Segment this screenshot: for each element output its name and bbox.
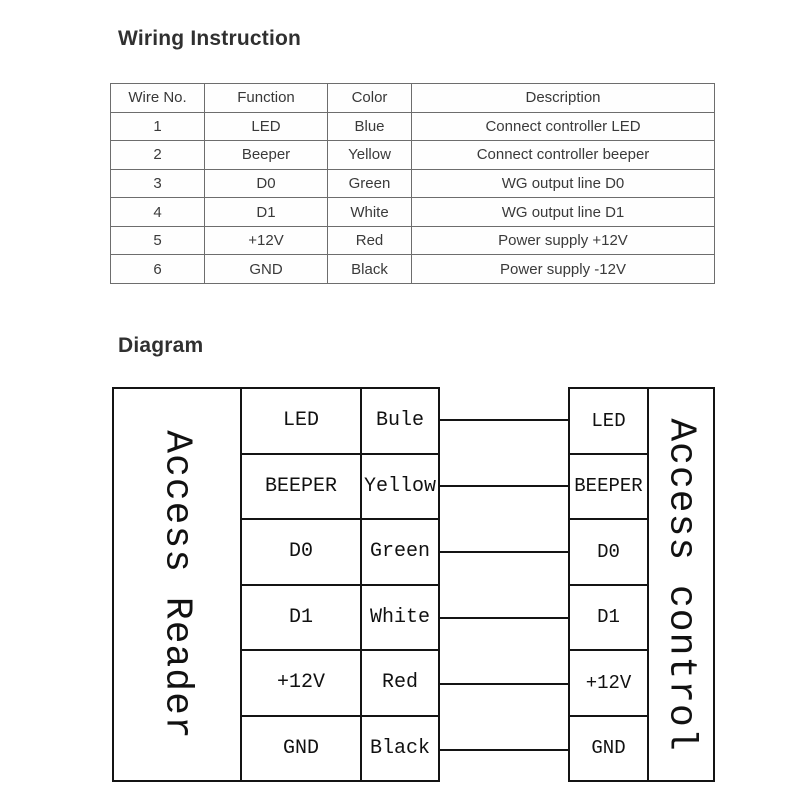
terminal-label: +12V [570, 651, 647, 717]
wire-line-12v [438, 683, 570, 685]
table-cell-function: Beeper [205, 141, 327, 169]
table-cell-description: WG output line D1 [412, 198, 714, 226]
table-cell-wire-no: 2 [111, 141, 204, 169]
pin-row [242, 586, 438, 652]
wire-line-beeper [438, 485, 570, 487]
table-cell-description: Power supply -12V [412, 255, 714, 283]
pin-color-label: Green [360, 520, 438, 584]
table-cell-description: WG output line D0 [412, 170, 714, 198]
table-cell-wire-no: 1 [111, 113, 204, 141]
wiring-table [110, 83, 715, 284]
wiring-section-title: Wiring Instruction [118, 27, 302, 50]
table-cell-description: Connect controller beeper [412, 141, 714, 169]
table-cell-wire-no: 6 [111, 255, 204, 283]
pin-color-label: Yellow [360, 455, 438, 519]
pin-row [242, 651, 438, 717]
table-cell-function: +12V [205, 227, 327, 255]
terminal-label: LED [570, 389, 647, 455]
wire-line-d0 [438, 551, 570, 553]
table-cell-color: Blue [328, 113, 411, 141]
pin-function-label: D0 [288, 540, 313, 564]
table-cell-color: Yellow [328, 141, 411, 169]
table-cell-function: LED [205, 113, 327, 141]
terminal-label: D0 [570, 520, 647, 586]
pin-color-label: Red [360, 651, 438, 715]
table-cell-description: Connect controller LED [412, 113, 714, 141]
pin-function-label: LED [282, 409, 319, 433]
table-cell-color: Red [328, 227, 411, 255]
table-cell-function: D1 [205, 198, 327, 226]
col-header-wire-no: Wire No. [111, 84, 204, 112]
controller-terminal-column [568, 387, 649, 782]
table-cell-color: Black [328, 255, 411, 283]
access-control-box [647, 387, 715, 782]
table-cell-wire-no: 5 [111, 227, 204, 255]
pin-row [242, 520, 438, 586]
col-header-color: Color [328, 84, 411, 112]
reader-pin-table [240, 387, 440, 782]
terminal-label: D1 [570, 586, 647, 652]
access-reader-label: Access Reader [155, 429, 199, 740]
pin-color-label: White [360, 586, 438, 650]
wire-line-led [438, 419, 570, 421]
terminal-label: GND [591, 737, 626, 760]
pin-color-label: Bule [360, 389, 438, 453]
pin-function-label: D1 [288, 605, 313, 629]
terminal-label: BEEPER [570, 455, 647, 521]
table-cell-description: Power supply +12V [412, 227, 714, 255]
table-cell-function: GND [205, 255, 327, 283]
access-reader-box [112, 387, 242, 782]
pin-function-label: +12V [276, 671, 325, 695]
pin-color-label: Black [360, 717, 438, 781]
table-cell-color: White [328, 198, 411, 226]
diagram-section-title: Diagram [118, 334, 204, 357]
wire-line-gnd [438, 749, 570, 751]
table-cell-wire-no: 4 [111, 198, 204, 226]
pin-row [242, 455, 438, 521]
table-cell-function: D0 [205, 170, 327, 198]
table-cell-color: Green [328, 170, 411, 198]
pin-function-label: BEEPER [264, 474, 337, 498]
pin-function-label: GND [282, 736, 319, 760]
pin-row [242, 389, 438, 455]
table-cell-wire-no: 3 [111, 170, 204, 198]
access-control-label: Access control [659, 417, 703, 752]
pin-row [242, 717, 438, 781]
wire-line-d1 [438, 617, 570, 619]
col-header-function: Function [205, 84, 327, 112]
col-header-description: Description [412, 84, 714, 112]
